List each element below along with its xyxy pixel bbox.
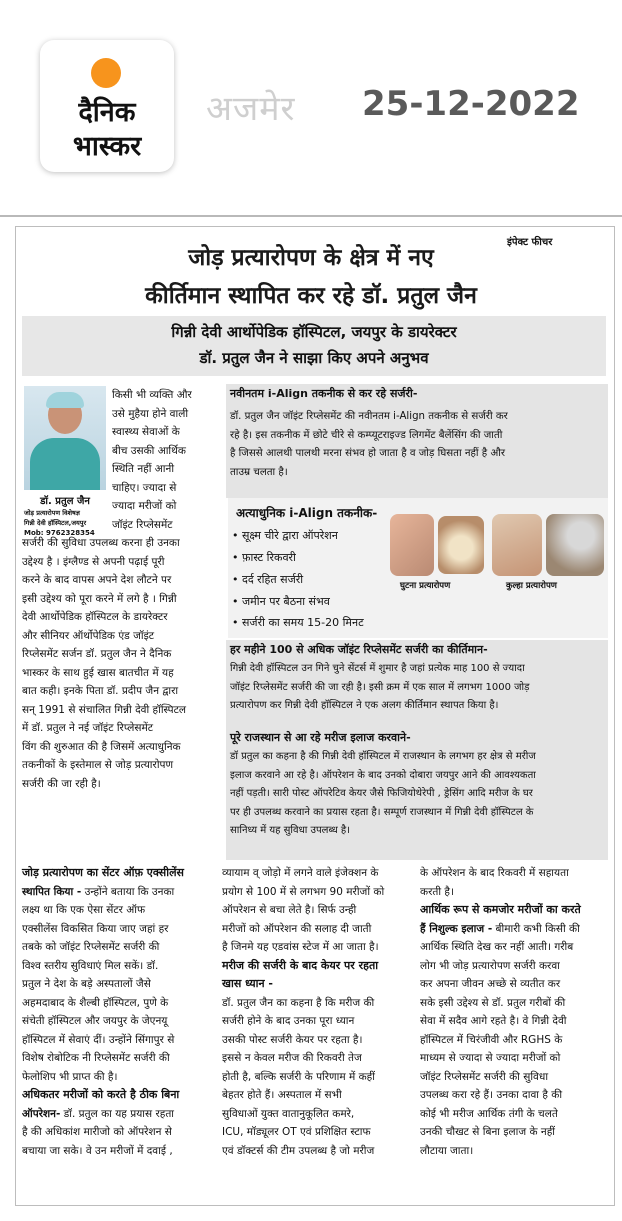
text-line: संचेती हॉस्पिटल और जयपुर के जेएनयू — [22, 1015, 168, 1027]
text-line: है की अधिकांश मारीजो को ऑपरेशन से — [22, 1126, 172, 1138]
text-line: सर्जरी होने के बाद उनका पूरा ध्यान — [222, 1015, 355, 1027]
text-line: जॉइंट रिप्लेसमेंट सर्जरी की जा रही है। इसी क्रम में एक साल में लगभग 1000 जोड़ — [230, 681, 530, 693]
text-line: नहीं पड़ती। सारी पोस्ट ऑपरेटिव केयर जैसे फिजियोथेरेपी , ड्रेसिंग आदि मरीज के घर — [230, 788, 533, 799]
doctor-photo — [24, 386, 106, 490]
text-line: माध्यम से ज्यादा से ज्यादा मरीजों को — [420, 1052, 561, 1064]
intro-right-column — [112, 386, 220, 534]
column-1 — [22, 864, 216, 1160]
text-line: लोग भी जोड़ प्रत्यारोपण सर्जरी करवा — [420, 959, 560, 972]
text-line: सन् 1991 से संचालित गिन्नी देवी हॉस्पिटल — [22, 703, 187, 716]
text-line: किसी भी व्यक्ति और — [112, 389, 192, 401]
text-line: इसी उद्देश्य को पूरा करने में लगे है । गिन्नी — [22, 592, 177, 605]
knee-xray-icon — [390, 514, 434, 576]
bullet-text: सूक्ष्म चीरे द्वारा ऑपरेशन — [242, 529, 338, 542]
text-line: हॉस्पिटल में सेवाएं दीं। उन्होंने सिंगापुर से — [22, 1033, 175, 1046]
subheading: अधिकतर मरीजों को करते है ठीक बिना — [22, 1088, 180, 1101]
text-line: रहे है। इस तकनीक में छोटे चीरे से कम्प्यूटराइज्ड लिगमेंट बैलेंसिंग की जाती — [230, 429, 503, 441]
text-line: रिप्लेसमेंट सर्जन डॉ. प्रतुल जैन ने दैनिक — [22, 648, 172, 660]
implant-images — [388, 512, 608, 578]
text-line: करती है। — [420, 885, 454, 898]
text-line: विशेष रोबोटिक नी रिप्लेसमेंट सर्जरी की — [22, 1052, 170, 1064]
text-line: सर्जरी की सुविधा उपलब्ध करना ही उनका — [22, 537, 180, 549]
text-line: में डॉ. प्रतुल ने नई जॉइंट रिप्लेसमेंट — [22, 722, 154, 734]
text-line: पर ही उपलब्ध करवाने का प्रयास रहता है। सम्पूर्ण राजस्थान में गिन्नी देवी हॉस्पिटल के — [230, 806, 534, 818]
record-body — [230, 660, 604, 716]
text-line: विंग की शुरुआत की है जिसमें अत्याधुनिक — [22, 740, 181, 753]
text-line: भास्कर के साथ हुई खास बातचीत में यह — [22, 666, 174, 679]
text-line: ICU, मॉड्यूलर OT एवं प्रशिक्षित स्टाफ — [222, 1126, 371, 1138]
subheadline-line-2: डॉ. प्रतुल जैन ने साझा किए अपने अनुभव — [199, 349, 429, 367]
text-line: डॉ. प्रतुल जैन का कहना है कि मरीज की — [222, 996, 375, 1009]
text-line: स्थिति नहीं आनी — [112, 463, 175, 475]
text-line: सेवा में सदैव आगे रहते है। वे गिन्नी देवी — [420, 1015, 567, 1027]
hip-implant-icon — [546, 514, 604, 576]
text-line: के ऑपरेशन के बाद रिकवरी में सहायता — [420, 867, 569, 879]
dainik-bhaskar-logo — [40, 40, 174, 172]
subheading: खास ध्यान - — [222, 977, 273, 990]
text-line: तबके को जॉइंट रिप्लेसमेंट सर्जरी की — [22, 941, 160, 953]
surgical-gown — [30, 438, 100, 490]
doctor-hospital: गिन्नी देवी हॉस्पिटल,जयपुर — [24, 519, 87, 527]
logo-text-bottom: भास्कर — [72, 131, 142, 162]
ialign-heading: नवीनतम i-Align तकनीक से कर रहे सर्जरी- — [230, 387, 418, 400]
text-line: एवं डॉक्टर्स की टीम उपलब्ध है जो मरीज — [222, 1144, 375, 1157]
knee-implant-icon — [438, 516, 484, 574]
subheading: जोड़ प्रत्यारोपण का सेंटर ऑफ़ एक्सीलेंस — [22, 866, 184, 879]
column-2 — [222, 864, 414, 1160]
subheading: मरीज की सर्जरी के बाद केयर पर रहता — [222, 958, 379, 972]
edition-city: अजमेर — [206, 89, 296, 129]
text-line: है जिससे आलथी पालथी मरना संभव हो जाता है व जोड़ घिसता नहीं है और — [230, 448, 506, 459]
text-line: गिन्नी देवी हॉस्पिटल उन गिने चुने सेंटर्स में शुमार है जहां प्रत्येक माह 100 से ज्यादा — [230, 663, 525, 674]
feature-bullet: • सर्जरी का समय 15-20 मिनट — [232, 616, 364, 629]
text-line: व्यायाम व् जोड़ो में लगने वाले इंजेक्शन के — [222, 867, 379, 879]
text-line: प्रयोग से 100 में से लगभग 90 मरीजों को — [222, 885, 385, 898]
record-heading: हर महीने 100 से अधिक जॉइंट रिप्लेसमेंट सर्जरी का कीर्तिमान- — [230, 643, 488, 656]
text-line: स्वास्थ्य सेवाओं के — [112, 426, 180, 438]
text-line: जॉइंट रिप्लेसमेंट सर्जरी की सुविधा — [420, 1070, 549, 1083]
text-line: ऑपरेशन से बचा लेते है। सिर्फ उन्ही — [222, 904, 357, 916]
bullet-text: दर्द रहित सर्जरी — [242, 573, 304, 586]
text-line: उन्होंने बताया कि उनका — [84, 885, 175, 898]
text-line: सुविधाओं युक्त वातानुकूलित कमरे, — [222, 1107, 355, 1120]
bullet-text: जमीन पर बैठना संभव — [242, 595, 330, 608]
text-line: इलाज करवाने आ रहे है। ऑपरेशन के बाद उनको दोबारा जयपुर आने की आवश्यकता — [230, 769, 536, 781]
text-line: प्रतुल ने देश के बड़े अस्पतालों जैसे — [22, 978, 151, 990]
text-line: एक्सीलेंस विकसित किया जाए जहां हर — [22, 922, 169, 935]
text-line: हॉस्पिटल में चिरंजीवी और RGHS के — [420, 1033, 563, 1046]
text-line: लक्ष्य था कि एक ऐसा सेंटर ऑफ — [22, 904, 146, 916]
text-line: विश्व स्तरीय सुविधाएं मिल सकें। डॉ. — [22, 959, 159, 972]
text-line: है जिनमे यह एडवांस स्टेज में आ जाता है। — [222, 941, 379, 953]
doctor-role: जोड़ प्रत्यारोपण विशेषज्ञ — [24, 509, 80, 517]
subheading: स्थापित किया - — [22, 885, 82, 898]
logo-text-top: दैनिक — [78, 97, 136, 128]
text-line: अहमदाबाद के शैल्बी हॉस्पिटल, पुणे के — [22, 996, 169, 1009]
text-line: बचाया जा सके। वे उन मरीजों में दवाई , — [22, 1144, 173, 1157]
subheading: आर्थिक रूप से कमजोर मरीजों का करते — [420, 903, 581, 916]
text-line: बेहतर होते हैं। अस्पताल में सभी — [222, 1089, 342, 1101]
text-line: डॉ प्रतुल का कहना है की गिन्नी देवी हॉस्पिटल में राजस्थान के लगभग हर क्षेत्र से मरीज — [230, 751, 536, 762]
text-line: इससे न केवल मरीज की रिकवरी तेज — [222, 1052, 362, 1064]
text-line: जॉइंट रिप्लेसमेंट — [112, 518, 173, 531]
text-line: डॉ. प्रतुल का यह प्रयास रहता — [63, 1107, 175, 1120]
intro-left-column — [22, 534, 222, 793]
text-line: उनकी चौखट से बिना इलाज के नहीं — [420, 1126, 555, 1138]
text-line: सर्जरी की जा रही है। — [22, 777, 101, 790]
knee-caption: घुटना प्रत्यारोपण — [400, 581, 451, 591]
rajasthan-heading: पूरे राजस्थान से आ रहे मरीज इलाज करवाने- — [230, 731, 411, 744]
feature-bullet: • फ़ास्ट रिकवरी — [232, 551, 296, 564]
text-line: डॉ. प्रतुल जैन जॉइंट रिप्लेसमेंट की नवीनतम i-Align तकनीक से सर्जरी कर — [230, 411, 508, 422]
text-line: करने के बाद वापस अपने देश लौटने पर — [22, 574, 172, 586]
edition-date: 25-12-2022 — [362, 84, 580, 124]
subheading: ऑपरेशन- — [22, 1107, 61, 1120]
impact-feature-tag: इंपेक्ट फीचर — [507, 237, 553, 248]
hip-xray-icon — [492, 514, 542, 576]
bullet-text: सर्जरी का समय 15-20 मिनट — [242, 616, 364, 629]
text-line: देवी आर्थोपेडिक हॉस्पिटल के डायरेक्टर — [22, 611, 168, 623]
text-line: सके इसी उद्देश्य से डॉ. प्रतुल गरीबों की — [420, 996, 566, 1009]
text-line: तकनीकों के इस्तेमाल से जोड़ प्रत्यारोपण — [22, 759, 174, 771]
text-line: लौटाया जाता। — [420, 1144, 474, 1157]
ialign-body — [230, 408, 604, 482]
text-line: बीच उसकी आर्थिक — [112, 444, 186, 457]
feature-bullet: • सूक्ष्म चीरे द्वारा ऑपरेशन — [232, 529, 338, 542]
text-line: आर्थिक स्थिति देख कर नहीं आती। गरीब — [420, 941, 574, 953]
subheadline-line-1: गिन्नी देवी आर्थोपेडिक हॉस्पिटल, जयपुर के डायरेक्टर — [171, 323, 457, 341]
text-line: कोई भी मरीज आर्थिक तंगी के चलते — [420, 1107, 558, 1120]
text-line: होती है, बल्कि सर्जरी के परिणाम में कहीं — [222, 1070, 375, 1083]
text-line: उद्देश्य है । इंग्लैण्ड से अपनी पढ़ाई पूरी — [22, 555, 165, 568]
advanced-heading: अत्याधुनिक i-Align तकनीक- — [236, 506, 378, 520]
bullet-text: फ़ास्ट रिकवरी — [242, 551, 296, 564]
hip-caption: कुल्हा प्रत्यारोपण — [506, 581, 557, 591]
text-line: उसकी पोस्ट सर्जरी केयर पर रहता है। — [222, 1033, 363, 1046]
doctor-mobile: Mob: 9762328354 — [24, 529, 95, 537]
feature-bullet: • जमीन पर बैठना संभव — [232, 595, 330, 608]
column-3 — [420, 864, 606, 1160]
text-line: मरीजों को ऑपरेशन की सलाह दी जाती — [222, 922, 372, 935]
text-line: और सीनियर ऑर्थोपेडिक एंड जॉइंट — [22, 629, 155, 642]
sun-icon — [91, 58, 121, 88]
headline-line-1: जोड़ प्रत्यारोपण के क्षेत्र में नए — [188, 245, 434, 271]
feature-bullet: • दर्द रहित सर्जरी — [232, 573, 304, 586]
text-line: बीमारी कभी किसी की — [495, 922, 580, 935]
text-line: कर अपना जीवन अच्छे से व्यतीत कर — [420, 978, 561, 990]
subheading: हैं निशुल्क इलाज - — [420, 922, 493, 935]
rajasthan-body — [230, 748, 604, 841]
text-line: ज्यादा मरीजों को — [112, 500, 177, 512]
doctor-name-caption: डॉ. प्रतुल जैन — [40, 496, 90, 507]
text-line: प्रत्यारोपण कर गिन्नी देवी हॉस्पिटल ने एक अलग कीर्तिमान स्थापत किया है। — [230, 700, 499, 711]
text-line: उसे मुहैया होने वाली — [112, 407, 189, 420]
text-line: ताउम्र चलता है। — [230, 466, 288, 478]
surgical-cap — [46, 392, 84, 408]
headline-line-2: कीर्तिमान स्थापित कर रहे डॉ. प्रतुल जैन — [145, 283, 477, 309]
text-line: सानिध्य में यह सुविधा उपलब्ध है। — [230, 825, 351, 836]
text-line: फेलोशिप भी प्राप्त की है। — [22, 1070, 118, 1083]
text-line: चाहिए। ज्यादा से — [112, 481, 177, 494]
text-line: उपलब्ध करा रहे हैं। उनका दावा है की — [420, 1089, 563, 1101]
text-line: बात कही। इनके पिता डॉ. प्रदीप जैन द्वारा — [22, 685, 179, 697]
